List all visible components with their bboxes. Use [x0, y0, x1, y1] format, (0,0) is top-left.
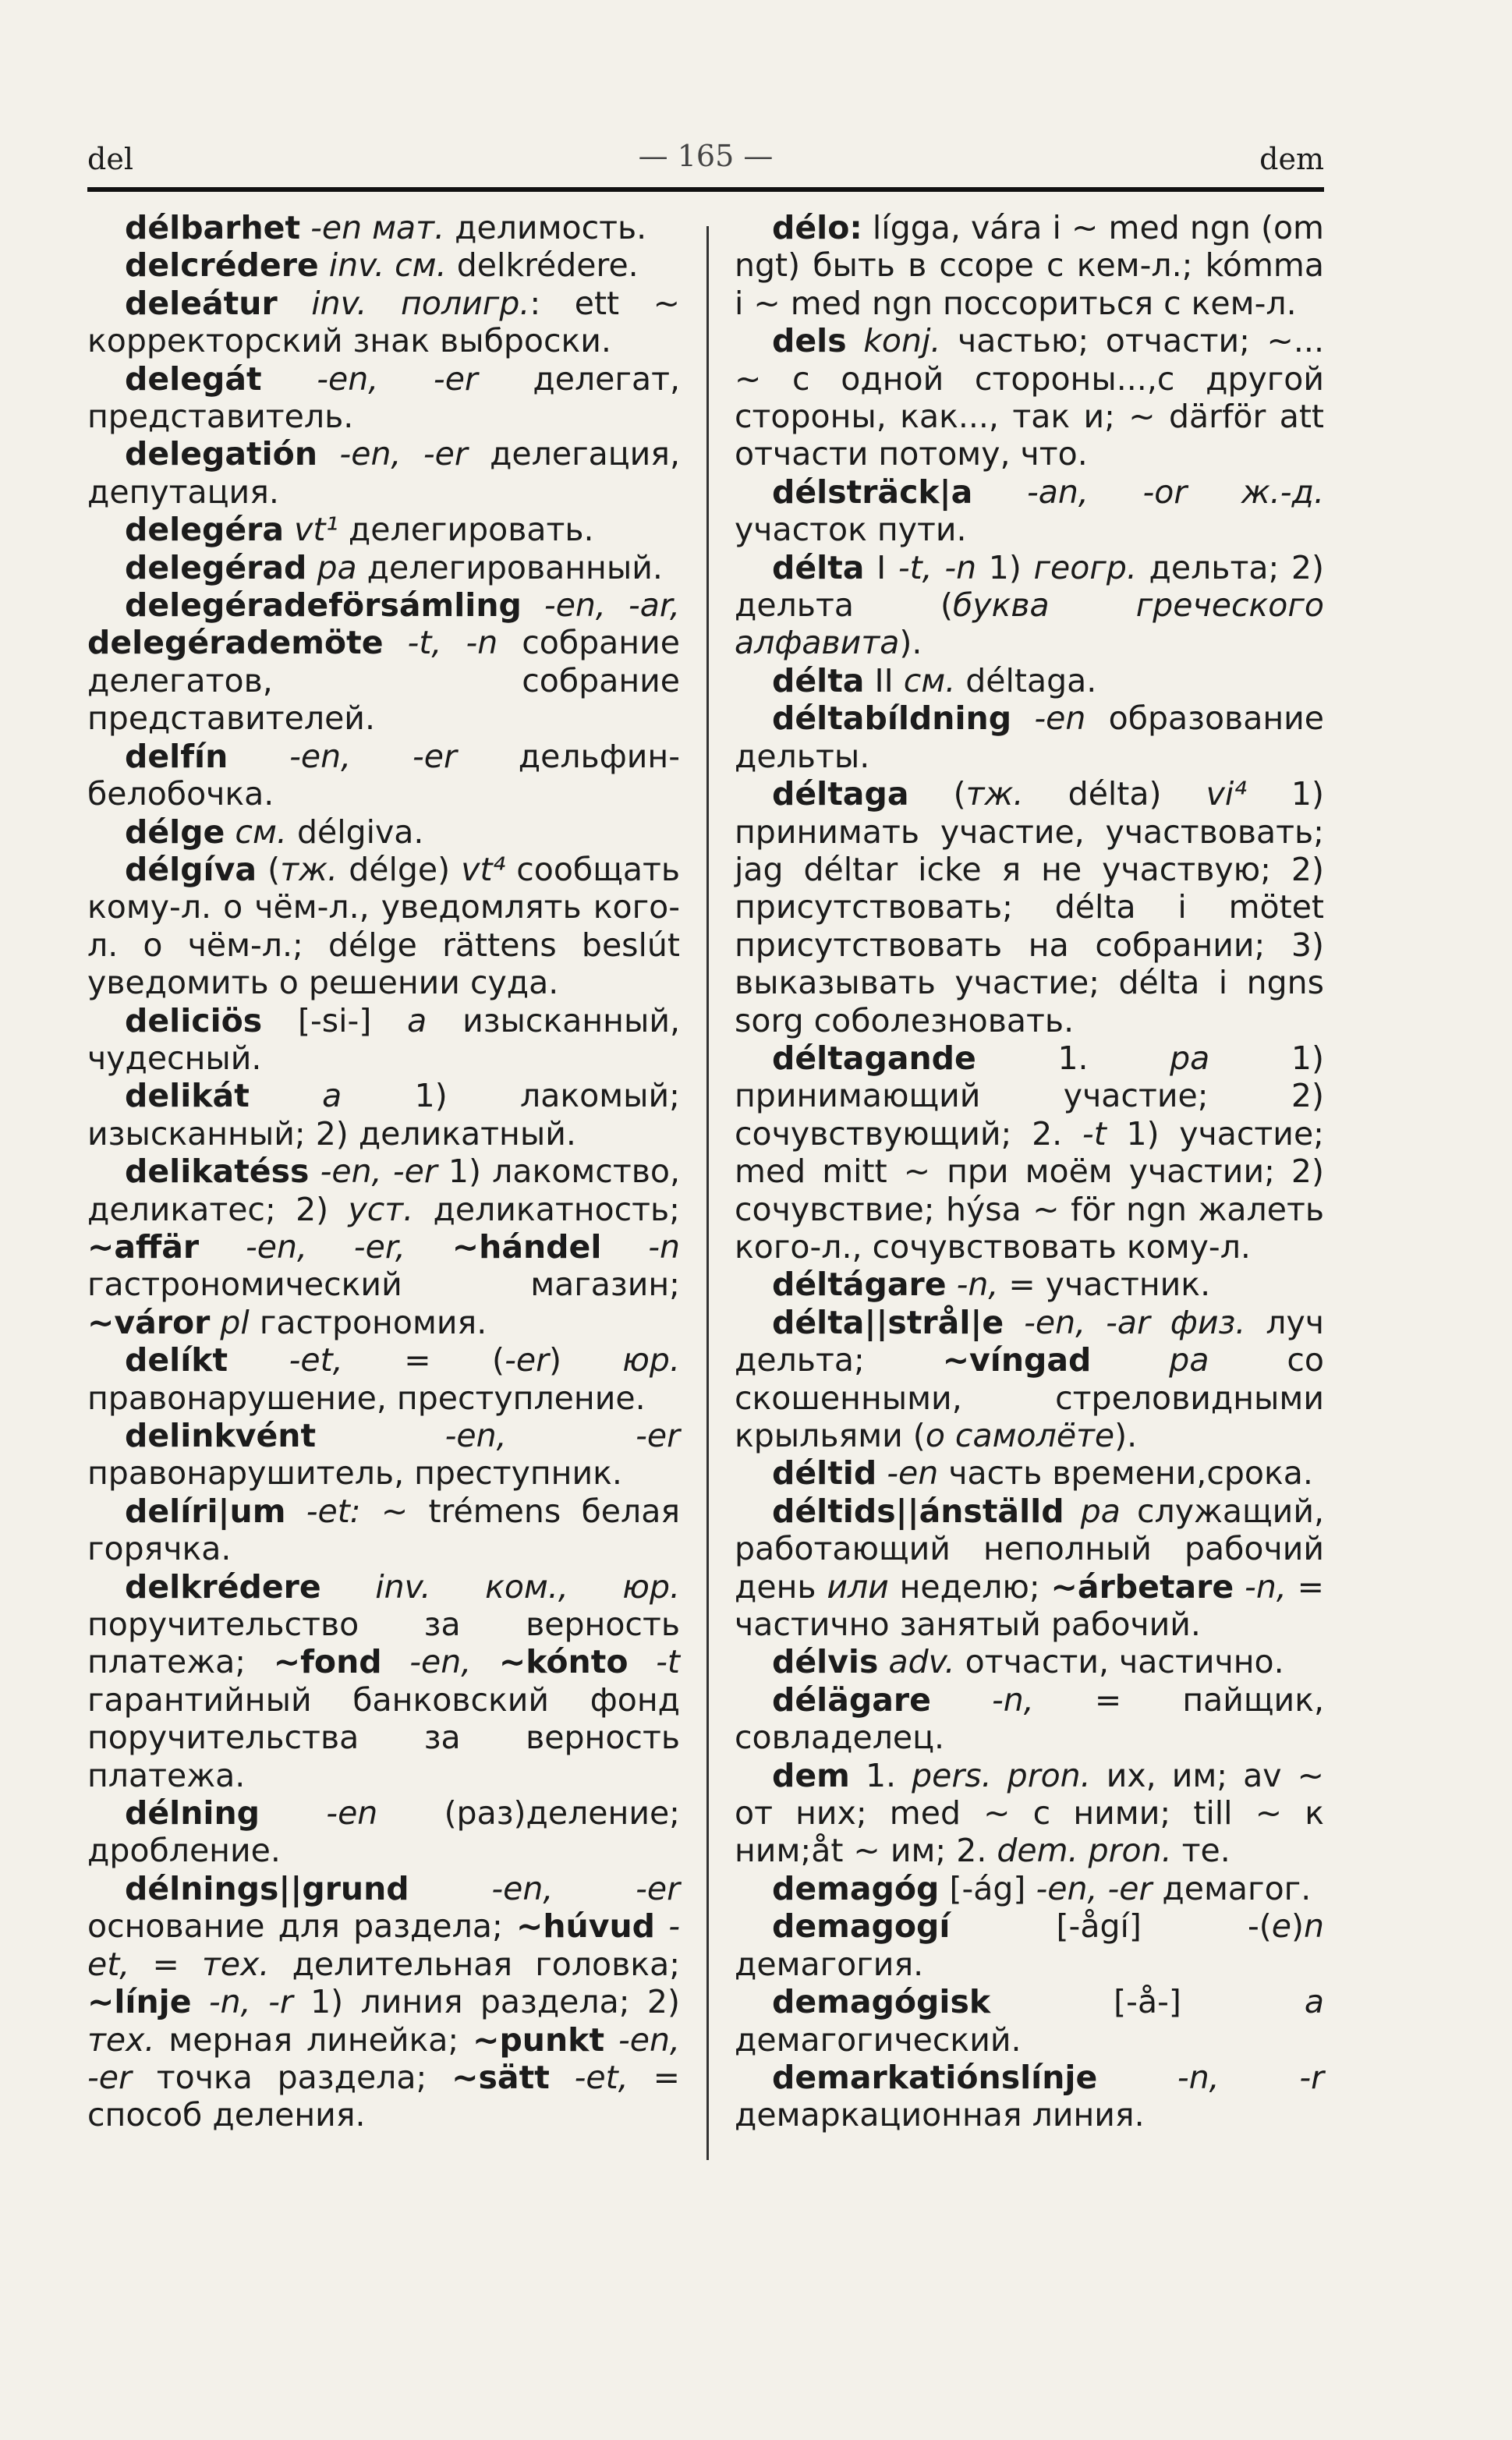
dictionary-entry: delegérad pa делегированный.	[125, 548, 663, 586]
dictionary-entry: deliciös [-si-] a изысканный, чудесный.	[87, 1001, 680, 1077]
dictionary-entry: delegéradeförsámling -en, -ar, delegérademöte -t, -n собрание делегатов, собрание представителей.	[87, 586, 680, 738]
dictionary-entry: déltaga (тж. délta) vi⁴ 1) принимать участие, участвовать; jag déltar icke я не участвую; 2) присутствовать; délta i mötet присутствовать на собрании; 3) выказывать участие; délta i ngns sorg соболезновать.	[735, 775, 1325, 1039]
dictionary-entry: demagóg [-ág] -en, -er демагог.	[772, 1869, 1312, 1907]
dictionary-entry: délbarhet -en мат. делимость.	[125, 209, 647, 246]
dictionary-entry: delíkt -et, = (-er) юр. правонарушение, преступление.	[87, 1341, 680, 1417]
dictionary-entry: délvis adv. отчасти, частично.	[772, 1643, 1284, 1681]
header-right-guideword: dem	[1259, 142, 1324, 176]
dictionary-entry: délta||strål|e -en, -ar физ. луч дельта; ~víngad pa со скошенными, стреловидными крыльями (о самолёте).	[735, 1303, 1324, 1454]
dictionary-entry: délgíva (тж. délge) vt⁴ сообщать кому-л. о чём-л., уведомлять кого-л. о чём-л.; délge rättens beslút уведомить о решении суда.	[87, 850, 680, 1002]
dictionary-entry: demagogí [-ågí] -(e)n демагогия.	[735, 1907, 1324, 1983]
right-column	[735, 209, 1324, 2134]
header-rule	[87, 187, 1324, 192]
dictionary-entry: delíri|um -et: ~ trémens белая горячка.	[87, 1492, 680, 1568]
dictionary-entry: déltids||ánställd pa служащий, работающий неполный рабочий день или неделю; ~árbetare -n, = частично занятый рабочий.	[735, 1492, 1324, 1644]
dictionary-entry: déltagande 1. pa 1) принимающий участие; 2) сочувствующий; 2. -t 1) участие; med mitt ~ при моём участии; 2) сочувствие; hýsa ~ för ngn жалеть кого-л., сочувствовать кому-л.	[735, 1039, 1324, 1266]
dictionary-entry: demagógisk [-å-] a демагогический.	[735, 1983, 1324, 2059]
dictionary-entry: déltabíldning -en образование дельты.	[735, 699, 1324, 775]
dictionary-entry: délnings||grund -en, -er основание для раздела; ~húvud -et, = тех. делительная головка; ~línje -n, -r 1) линия раздела; 2) тех. мерная линейка; ~punkt -en, -er точка раздела; ~sätt -et, = способ деления.	[87, 1869, 681, 2134]
dictionary-entry: délta I -t, -n 1) геогр. дельта; 2) дельта (буква греческого алфавита).	[735, 548, 1324, 662]
dictionary-entry: delkrédere inv. ком., юр. поручительство за верность платежа; ~fond -en, ~kónto -t гарантийный банковский фонд поручительства за верность платежа.	[87, 1567, 680, 1794]
dictionary-entry: delinkvént -en, -er правонарушитель, преступник.	[87, 1417, 680, 1493]
left-column	[87, 209, 680, 2134]
dictionary-entry: delfín -en, -er дельфин-белобочка.	[87, 737, 680, 813]
dictionary-entry: delcrédere inv. см. delkrédere.	[125, 246, 639, 285]
dictionary-entry: deleátur inv. полигр.: ett ~ корректорский знак выброски.	[87, 284, 680, 360]
page-number: — 165 —	[638, 139, 774, 173]
dictionary-entry: delikát a 1) лакомый; изысканный; 2) деликатный.	[87, 1077, 680, 1153]
header-left-guideword: del	[87, 142, 133, 176]
dictionary-entry: dem 1. pers. pron. их, им; av ~ от них; med ~ с ними; till ~ к ним;åt ~ им; 2. dem. pron. те.	[735, 1756, 1324, 1870]
dictionary-entry: delikatéss -en, -er 1) лакомство, деликатес; 2) уст. деликатность; ~affär -en, -er, ~hándel -n гастрономический магазин; ~váror pl гастрономия.	[87, 1153, 680, 1341]
dictionary-entry: délo: lígga, vára i ~ med ngn (om ngt) быть в ссоре с кем-л.; kómma i ~ med ngn поссориться с кем-л.	[735, 209, 1324, 322]
dictionary-entry: delegát -en, -er делегат, представитель.	[87, 359, 680, 436]
dictionary-entry: déltid -en часть времени,срока.	[772, 1454, 1313, 1493]
page-header	[87, 139, 1324, 187]
dictionary-entry: delegéra vt¹ делегировать.	[125, 511, 594, 549]
dictionary-entry: dels konj. частью; отчасти; ~... ~ с одной стороны...,с другой стороны, как..., так и; ~ därför att отчасти потому, что.	[735, 322, 1324, 473]
dictionary-entry: délägare -n, = пайщик, совладелец.	[735, 1680, 1324, 1757]
dictionary-entry: délge см. délgiva.	[125, 813, 424, 851]
dictionary-entry: délta II см. déltaga.	[772, 661, 1097, 699]
dictionary-entry: delegatión -en, -er делегация, депутация.	[87, 435, 680, 511]
dictionary-entry: délning -en (раз)деление; дробление.	[87, 1794, 680, 1870]
dictionary-entry: demarkatiónslínje -n, -r демаркационная линия.	[735, 2058, 1324, 2134]
dictionary-entry: délsträck|a -an, -or ж.-д. участок пути.	[735, 473, 1324, 549]
column-divider	[706, 226, 709, 2160]
dictionary-entry: déltágare -n, = участник.	[772, 1266, 1211, 1304]
